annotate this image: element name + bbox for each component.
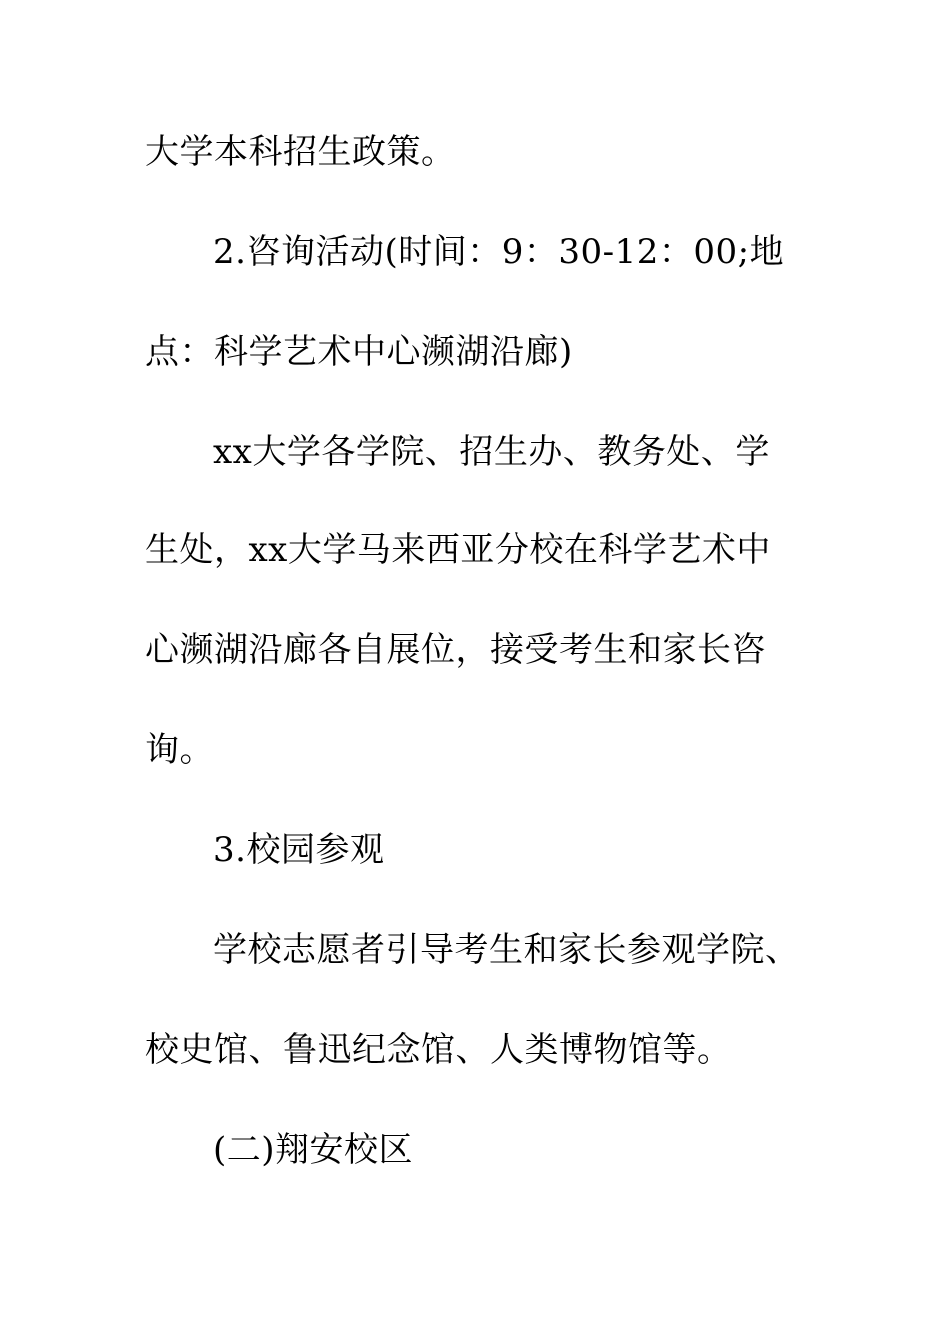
text-line: 询。 xyxy=(145,730,214,770)
text-line: 学校志愿者引导考生和家长参观学院、 xyxy=(213,930,800,970)
text-line: 生处，xx大学马来西亚分校在科学艺术中 xyxy=(145,530,771,570)
text-line: 心濒湖沿廊各自展位，接受考生和家长咨 xyxy=(145,630,766,670)
text-line: 2.咨询活动(时间：9：30-12：00;地 xyxy=(213,232,785,272)
text-line: 点：科学艺术中心濒湖沿廊) xyxy=(145,332,573,372)
text-line: 校史馆、鲁迅纪念馆、人类博物馆等。 xyxy=(145,1030,732,1070)
text-line: xx大学各学院、招生办、教务处、学 xyxy=(213,432,770,472)
text-line: (二)翔安校区 xyxy=(213,1130,414,1170)
text-line: 3.校园参观 xyxy=(213,830,385,870)
text-line: 大学本科招生政策。 xyxy=(145,132,456,172)
